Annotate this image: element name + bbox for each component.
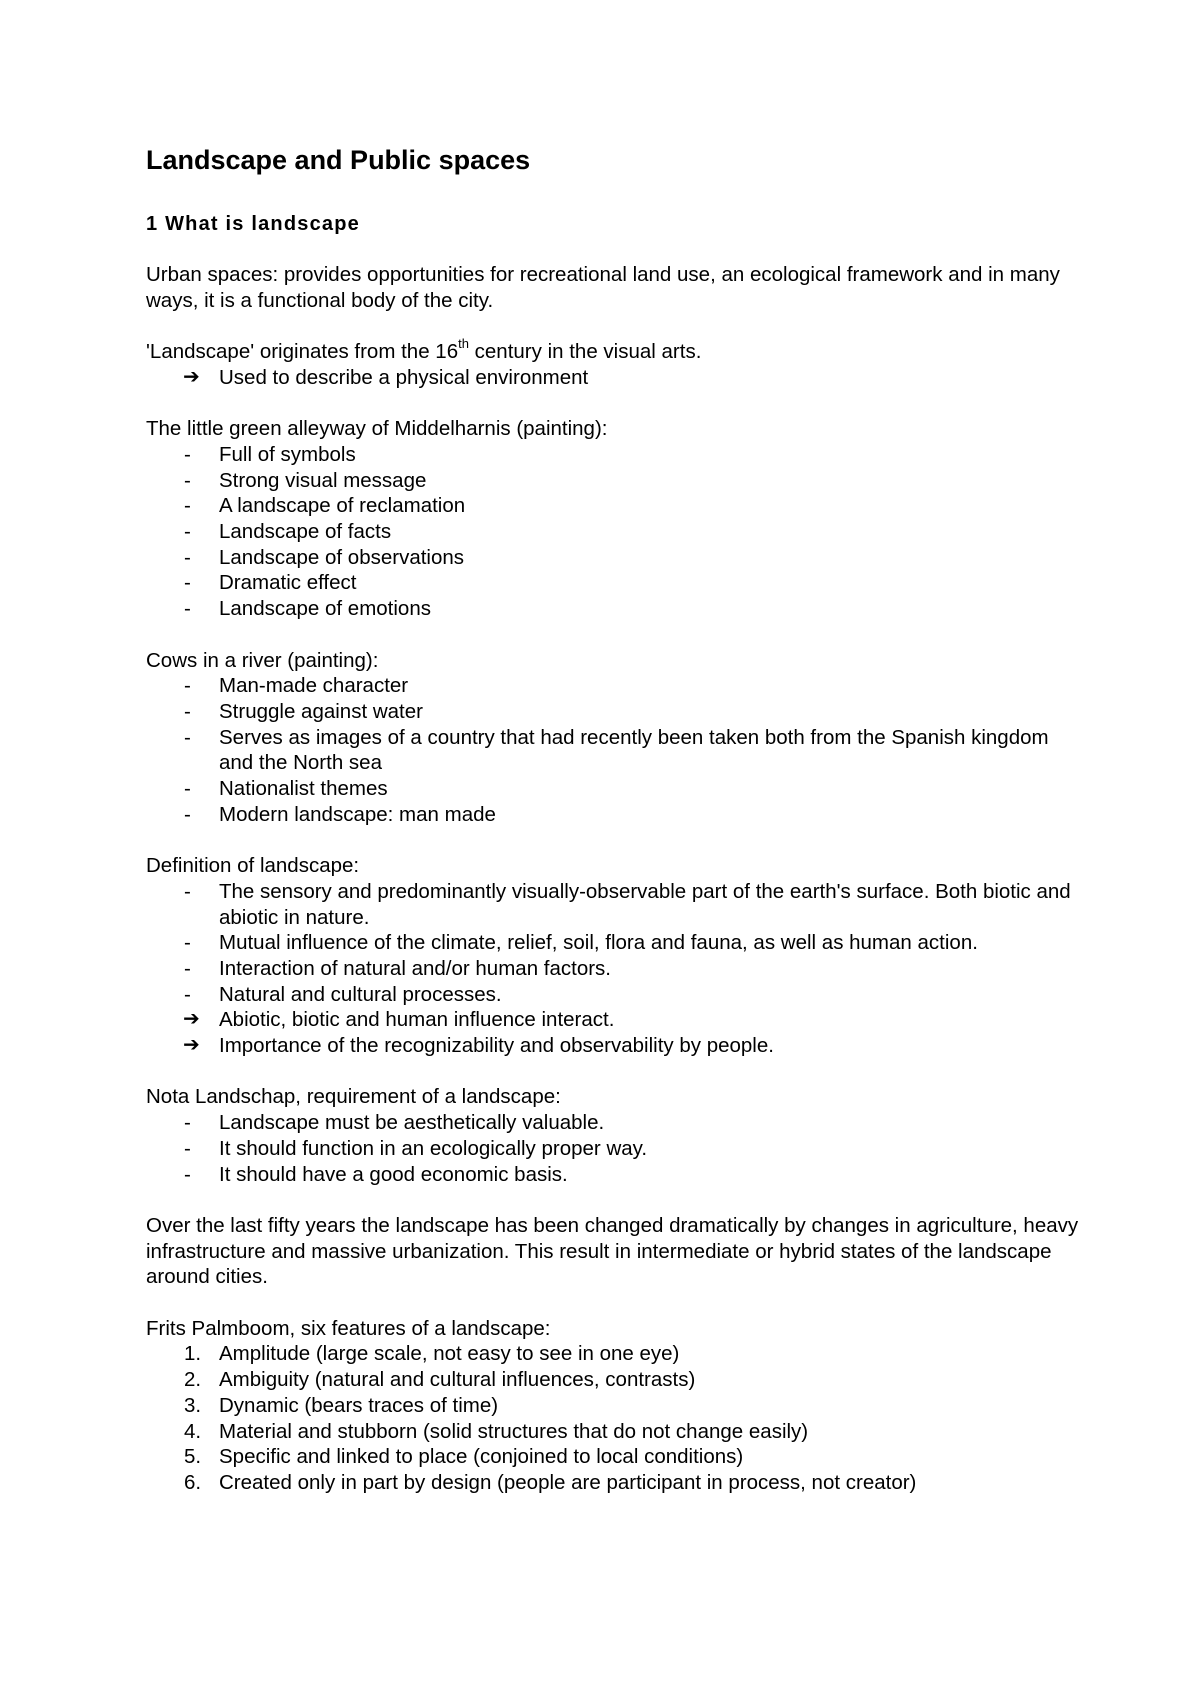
numbered-item bbox=[146, 1393, 1086, 1419]
numbered-item-text: Ambiguity (natural and cultural influences, contrasts) bbox=[219, 1368, 696, 1392]
numbered-item-text: Specific and linked to place (conjoined to local conditions) bbox=[219, 1445, 744, 1469]
dash-icon: - bbox=[184, 879, 191, 903]
document-body bbox=[146, 262, 1086, 1496]
list-item bbox=[146, 725, 1086, 776]
section-heading: 1 What is landscape bbox=[146, 213, 360, 235]
origin-superscript: th bbox=[458, 336, 469, 352]
dash-icon: - bbox=[184, 674, 191, 698]
palmboom-intro: Frits Palmboom, six features of a landscape: bbox=[146, 1316, 551, 1340]
middelharnis-intro: The little green alleyway of Middelharnis (painting): bbox=[146, 417, 608, 441]
list-item-text: Landscape of observations bbox=[219, 545, 465, 569]
list-item-text: Interaction of natural and/or human factors. bbox=[219, 956, 612, 980]
arrow-icon: ➔ bbox=[183, 1008, 200, 1031]
list-item bbox=[146, 956, 1086, 982]
list-item bbox=[146, 776, 1086, 802]
list-item bbox=[146, 570, 1086, 596]
palmboom-list bbox=[146, 1341, 1086, 1495]
dash-icon: - bbox=[184, 699, 191, 723]
list-item bbox=[146, 982, 1086, 1008]
numbered-item-text: Created only in part by design (people are participant in process, not creator) bbox=[219, 1470, 917, 1494]
list-item-text: The sensory and predominantly visually-observable part of the earth's surface. Both biotic and abiotic in nature. bbox=[219, 879, 1071, 929]
numbered-item bbox=[146, 1419, 1086, 1445]
item-number: 3. bbox=[184, 1393, 202, 1417]
origin-suffix: century in the visual arts. bbox=[468, 340, 702, 364]
cows-list bbox=[146, 673, 1086, 827]
arrow-item bbox=[146, 1007, 1086, 1033]
list-item bbox=[146, 802, 1086, 828]
landscape-origin-paragraph bbox=[146, 336, 1086, 365]
origin-arrow-list bbox=[146, 365, 1086, 391]
numbered-item bbox=[146, 1367, 1086, 1393]
list-item bbox=[146, 468, 1086, 494]
list-item bbox=[146, 673, 1086, 699]
document-title: Landscape and Public spaces bbox=[146, 145, 531, 175]
list-item-text: It should function in an ecologically proper way. bbox=[219, 1136, 648, 1160]
dash-icon: - bbox=[184, 545, 191, 569]
numbered-item bbox=[146, 1444, 1086, 1470]
dash-icon: - bbox=[184, 571, 191, 595]
item-number: 6. bbox=[184, 1470, 202, 1494]
numbered-item-text: Amplitude (large scale, not easy to see in one eye) bbox=[219, 1342, 680, 1366]
list-item-text: Landscape of facts bbox=[219, 520, 392, 543]
list-item-text: Landscape must be aesthetically valuable. bbox=[219, 1111, 605, 1135]
list-item bbox=[146, 1162, 1086, 1188]
list-item-text: Strong visual message bbox=[219, 468, 427, 492]
list-item bbox=[146, 1136, 1086, 1162]
list-item bbox=[146, 879, 1086, 930]
urban-spaces-paragraph: Urban spaces: provides opportunities for recreational land use, an ecological framework and in many ways, it is a functional body of the city. bbox=[146, 263, 1060, 312]
origin-prefix: 'Landscape' originates from the 16 bbox=[146, 340, 459, 364]
list-item bbox=[146, 442, 1086, 468]
cows-intro: Cows in a river (painting): bbox=[146, 648, 379, 672]
arrow-item-text: Used to describe a physical environment bbox=[219, 365, 589, 389]
list-item bbox=[146, 519, 1086, 545]
list-item bbox=[146, 1110, 1086, 1136]
item-number: 1. bbox=[184, 1342, 202, 1366]
numbered-item bbox=[146, 1341, 1086, 1367]
list-item bbox=[146, 545, 1086, 571]
item-number: 2. bbox=[184, 1368, 202, 1392]
dash-icon: - bbox=[184, 956, 191, 980]
list-item-text: Mutual influence of the climate, relief, soil, flora and fauna, as well as human action. bbox=[219, 931, 978, 955]
change-paragraph: Over the last fifty years the landscape has been changed dramatically by changes in agriculture, heavy infrastructure and massive urbanization. This result in intermediate or hybrid states of the landscape around cities. bbox=[146, 1213, 1079, 1289]
definition-list bbox=[146, 879, 1086, 1059]
dash-icon: - bbox=[184, 725, 191, 749]
list-item-text: Full of symbols bbox=[219, 442, 356, 466]
numbered-item-text: Material and stubborn (solid structures that do not change easily) bbox=[219, 1419, 809, 1443]
list-item-text: Dramatic effect bbox=[219, 571, 357, 595]
nota-list bbox=[146, 1110, 1086, 1187]
arrow-icon: ➔ bbox=[183, 1034, 200, 1057]
list-item-text: A landscape of reclamation bbox=[219, 494, 466, 518]
dash-icon: - bbox=[184, 982, 191, 1006]
list-item bbox=[146, 699, 1086, 725]
numbered-item bbox=[146, 1470, 1086, 1496]
list-item-text: Modern landscape: man made bbox=[219, 802, 496, 826]
list-item bbox=[146, 493, 1086, 519]
dash-icon: - bbox=[184, 777, 191, 801]
dash-icon: - bbox=[184, 468, 191, 492]
arrow-item-text: Importance of the recognizability and observability by people. bbox=[219, 1034, 774, 1058]
list-item-text: Struggle against water bbox=[219, 699, 423, 723]
list-item bbox=[146, 930, 1086, 956]
dash-icon: - bbox=[184, 1162, 191, 1186]
arrow-item bbox=[146, 365, 1086, 391]
arrow-item bbox=[146, 1033, 1086, 1059]
list-item-text: Serves as images of a country that had recently been taken both from the Spanish kingdom and the North sea bbox=[219, 725, 1049, 775]
list-item-text: Man-made character bbox=[219, 674, 409, 698]
definition-intro: Definition of landscape: bbox=[146, 854, 360, 878]
dash-icon: - bbox=[184, 802, 191, 826]
dash-icon: - bbox=[184, 1136, 191, 1160]
item-number: 4. bbox=[184, 1419, 202, 1443]
nota-intro: Nota Landschap, requirement of a landscape: bbox=[146, 1085, 561, 1109]
numbered-item-text: Dynamic (bears traces of time) bbox=[219, 1393, 499, 1417]
arrow-icon: ➔ bbox=[183, 365, 200, 388]
arrow-item-text: Abiotic, biotic and human influence interact. bbox=[219, 1008, 615, 1032]
dash-icon: - bbox=[184, 520, 191, 543]
list-item-text: Natural and cultural processes. bbox=[219, 982, 502, 1006]
dash-icon: - bbox=[184, 494, 191, 518]
dash-icon: - bbox=[184, 442, 191, 466]
middelharnis-list bbox=[146, 442, 1086, 622]
list-item-text: Landscape of emotions bbox=[219, 597, 431, 621]
list-item-text: Nationalist themes bbox=[219, 777, 388, 801]
dash-icon: - bbox=[184, 1111, 191, 1135]
dash-icon: - bbox=[184, 597, 191, 621]
list-item bbox=[146, 596, 1086, 622]
dash-icon: - bbox=[184, 931, 191, 955]
list-item-text: It should have a good economic basis. bbox=[219, 1162, 568, 1186]
item-number: 5. bbox=[184, 1445, 202, 1469]
